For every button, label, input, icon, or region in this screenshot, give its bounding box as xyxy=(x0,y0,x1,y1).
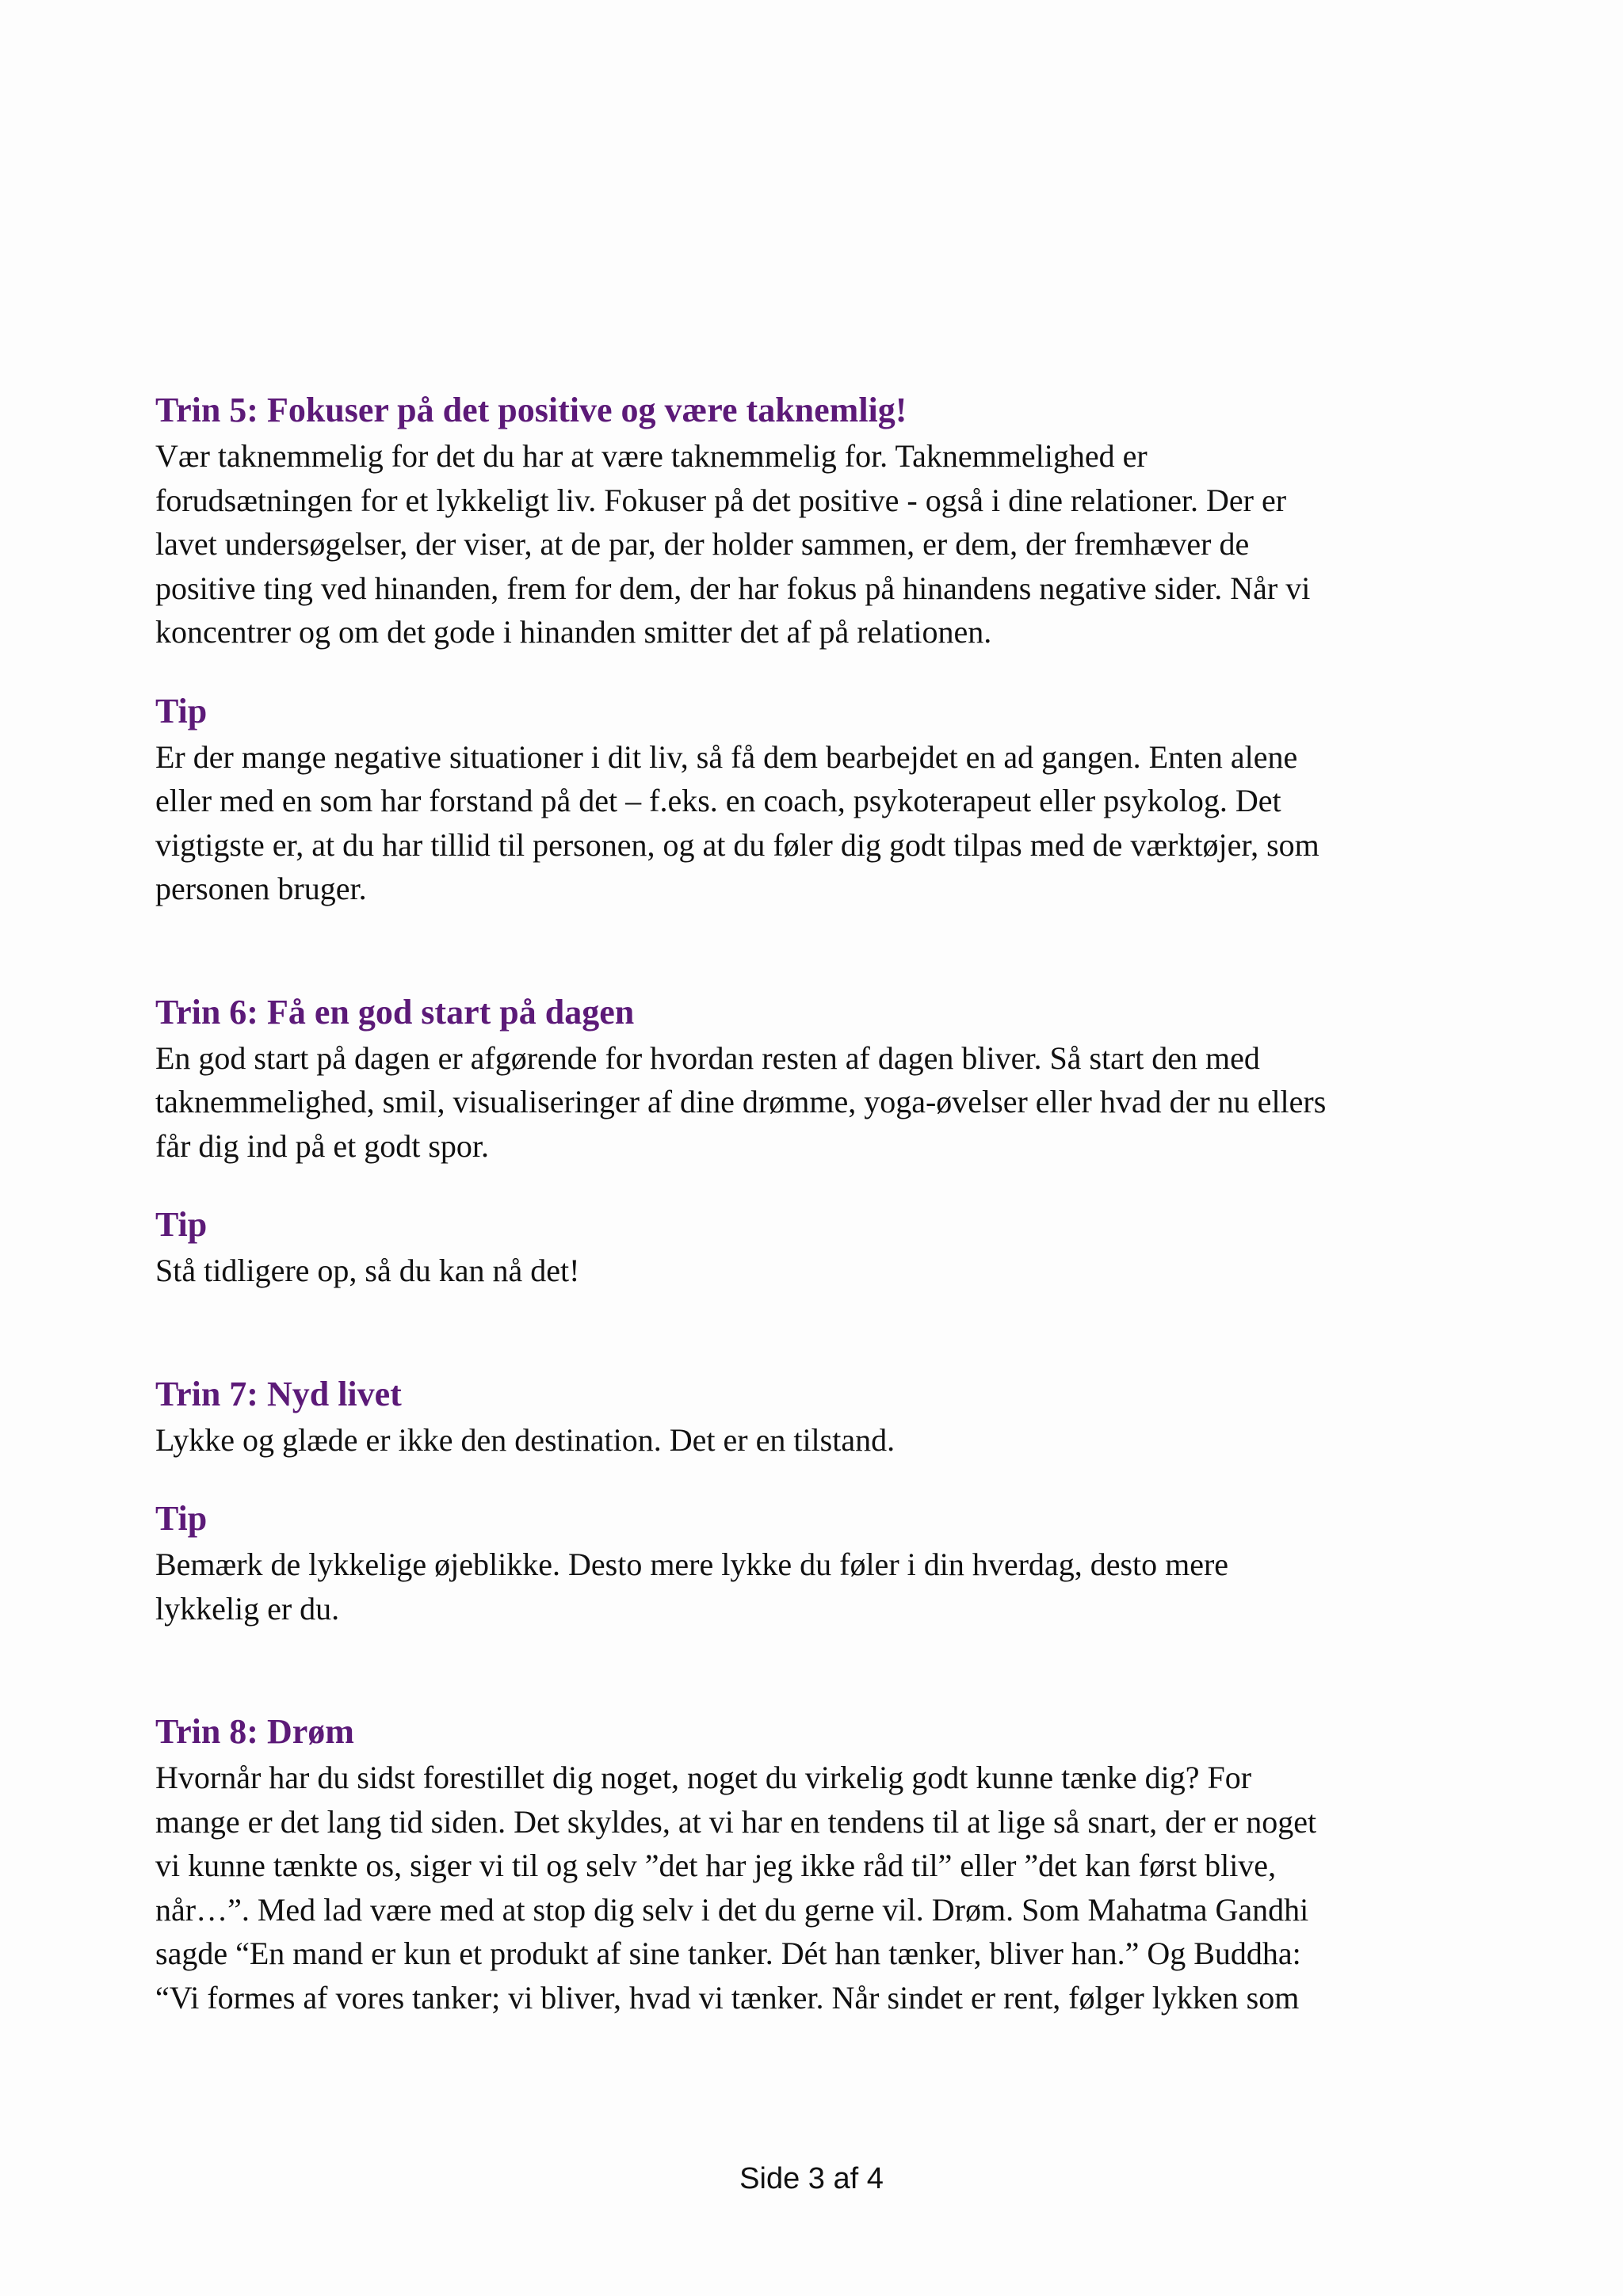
tip-line: Stå tidligere op, så du kan nå det! xyxy=(155,1253,580,1288)
section-trin-7 xyxy=(155,1371,1487,1631)
spacer xyxy=(155,1630,1487,1708)
tip-heading: Tip xyxy=(155,1499,208,1538)
spacer xyxy=(155,1168,1487,1201)
body-line: vi kunne tænkte os, siger vi til og selv ”det har jeg ikke råd til” eller ”det kan først blive, xyxy=(155,1848,1277,1883)
tip-line: Er der mange negative situationer i dit liv, så få dem bearbejdet en ad gangen. Enten alene xyxy=(155,738,1298,775)
body-line: “Vi formes af vores tanker; vi bliver, hvad vi tænker. Når sindet er rent, følger lykken som xyxy=(155,1979,1300,2016)
body-line: lavet undersøgelser, der viser, at de par, der holder sammen, er dem, der fremhæver de xyxy=(155,526,1250,562)
body-line: koncentrer og om det gode i hinanden smitter det af på relationen. xyxy=(155,614,992,650)
body-line: når…”. Med lad være med at stop dig selv i det du gerne vil. Drøm. Som Mahatma Gandhi xyxy=(155,1891,1309,1928)
body-line: positive ting ved hinanden, frem for dem, der har fokus på hinandens negative sider. Når vi xyxy=(155,570,1311,606)
tip-line: personen bruger. xyxy=(155,871,367,906)
section-heading: Trin 7: Nyd livet xyxy=(155,1374,402,1413)
tip-line: vigtigste er, at du har tillid til personen, og at du føler dig godt tilpas med de værktøjer, som xyxy=(155,826,1319,863)
body-line: Lykke og glæde er ikke den destination. Det er en tilstand. xyxy=(155,1421,896,1458)
tip-heading: Tip xyxy=(155,1205,208,1244)
body-line: forudsætningen for et lykkeligt liv. Fokuser på det positive - også i dine relationer. Der er xyxy=(155,482,1287,518)
section-heading: Trin 6: Få en god start på dagen xyxy=(155,992,635,1032)
body-line: sagde “En mand er kun et produkt af sine tanker. Dét han tænker, bliver han.” Og Buddha: xyxy=(155,1936,1301,1971)
body-line: får dig ind på et godt spor. xyxy=(155,1127,490,1164)
body-line: taknemmelighed, smil, visualiseringer af dine drømme, yoga-øvelser eller hvad der nu ellers xyxy=(155,1084,1327,1119)
spacer xyxy=(155,654,1487,688)
section-trin-5 xyxy=(155,387,1487,911)
body-line: Vær taknemmelig for det du har at være taknemmelig for. Taknemmelighed er xyxy=(155,438,1148,474)
spacer xyxy=(155,911,1487,989)
tip-line: eller med en som har forstand på det – f.eks. en coach, psykoterapeut eller psykolog. Det xyxy=(155,783,1281,818)
page-content xyxy=(155,387,1487,2019)
section-trin-6 xyxy=(155,989,1487,1293)
section-heading: Trin 5: Fokuser på det positive og være taknemlig! xyxy=(155,391,907,429)
spacer xyxy=(155,1462,1487,1495)
tip-heading: Tip xyxy=(155,691,208,730)
body-line: Hvornår har du sidst forestillet dig noget, noget du virkelig godt kunne tænke dig? For xyxy=(155,1760,1252,1795)
section-trin-8 xyxy=(155,1708,1487,2019)
tip-line: Bemærk de lykkelige øjeblikke. Desto mere lykke du føler i din hverdag, desto mere xyxy=(155,1547,1229,1582)
body-line: En god start på dagen er afgørende for hvordan resten af dagen bliver. Så start den med xyxy=(155,1039,1260,1076)
spacer xyxy=(155,1293,1487,1371)
body-line: mange er det lang tid siden. Det skyldes, at vi har en tendens til at lige så snart, der er noget xyxy=(155,1803,1317,1840)
page-number-footer: Side 3 af 4 xyxy=(739,2162,884,2195)
section-heading: Trin 8: Drøm xyxy=(155,1712,354,1751)
tip-line: lykkelig er du. xyxy=(155,1590,340,1627)
